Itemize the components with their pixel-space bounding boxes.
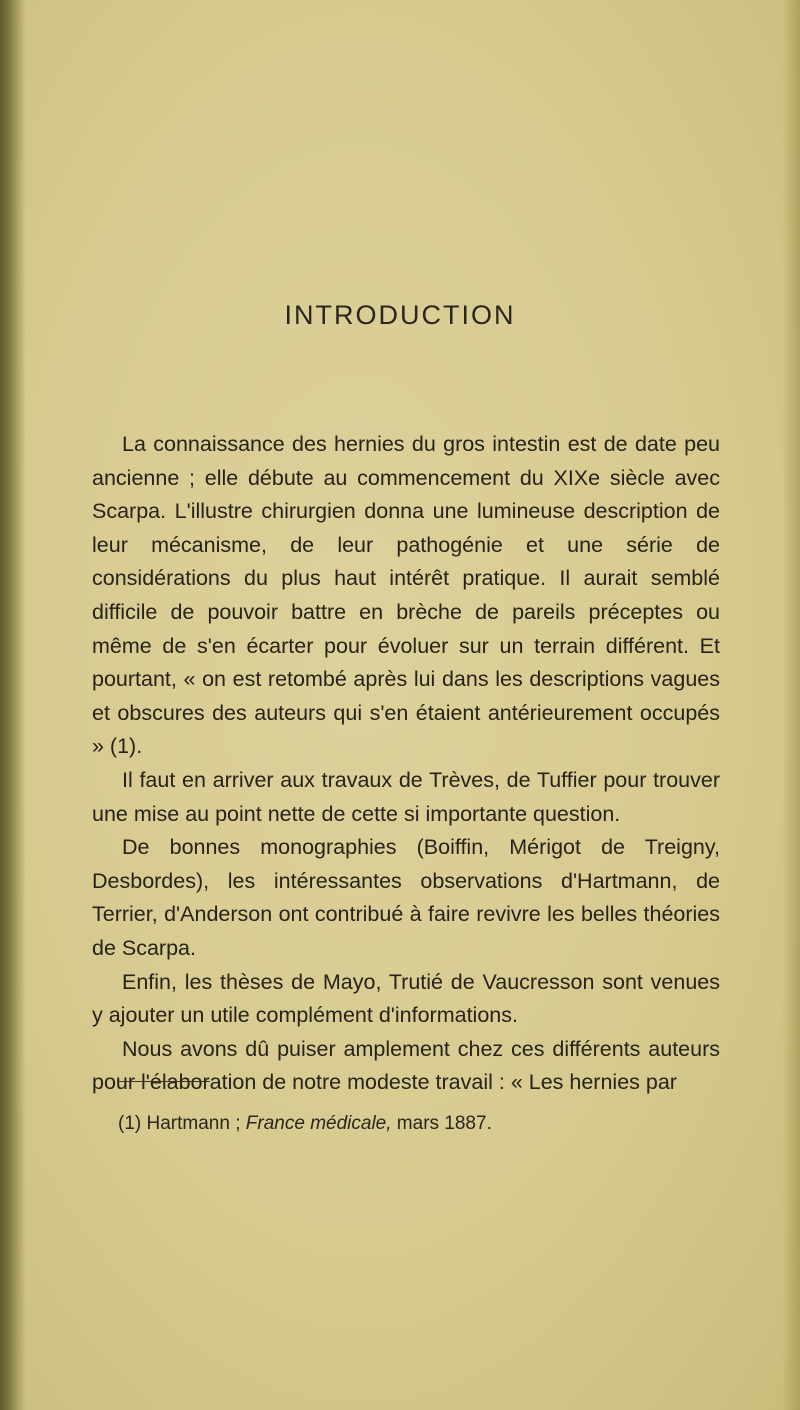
footnote-date: mars 1887. — [396, 1113, 492, 1134]
page-title: INTRODUCTION — [284, 300, 516, 330]
footnote-author: Hartmann ; — [146, 1113, 241, 1134]
footnote-journal: France médicale, — [245, 1113, 392, 1134]
body-text — [92, 428, 720, 1100]
footnote-divider — [118, 1081, 210, 1082]
paragraph-1: La connaissance des hernies du gros intestin est de date peu ancienne ; elle débute au commencement du XIXe siècle avec Scarpa. L'illustre chirurgien donna une lumineuse description de leur mécanisme, de leur pathogénie et une série de considérations du plus haut intérêt pratique. Il aurait semblé difficile de pouvoir battre en brèche de pareils préceptes ou même de s'en écarter pour évoluer sur un terrain différent. Et pourtant, « on est retombé après lui dans les descriptions vagues et obscures des auteurs qui s'en étaient antérieurement occupés » (1). — [92, 432, 720, 759]
paragraph-3: De bonnes monographies (Boiffin, Mérigot de Treigny, Desbordes), les intéressantes observations d'Hartmann, de Terrier, d'Anderson ont contribué à faire revivre les belles théories de Scarpa. — [92, 835, 720, 960]
footnote-marker: (1) — [118, 1113, 142, 1134]
paragraph-5: Nous avons dû puiser amplement chez ces différents auteurs pour l'élaboration de notre modeste travail : « Les hernies par — [92, 1036, 720, 1095]
footnote — [118, 1113, 718, 1135]
paragraph-2: Il faut en arriver aux travaux de Trèves, de Tuffier pour trouver une mise au point nette de cette si importante question. — [92, 767, 720, 826]
paragraph-4: Enfin, les thèses de Mayo, Trutié de Vaucresson sont venues y ajouter un utile complément d'informations. — [92, 969, 720, 1028]
book-spine-shadow — [0, 0, 26, 1410]
page-edge-shadow — [782, 0, 800, 1410]
